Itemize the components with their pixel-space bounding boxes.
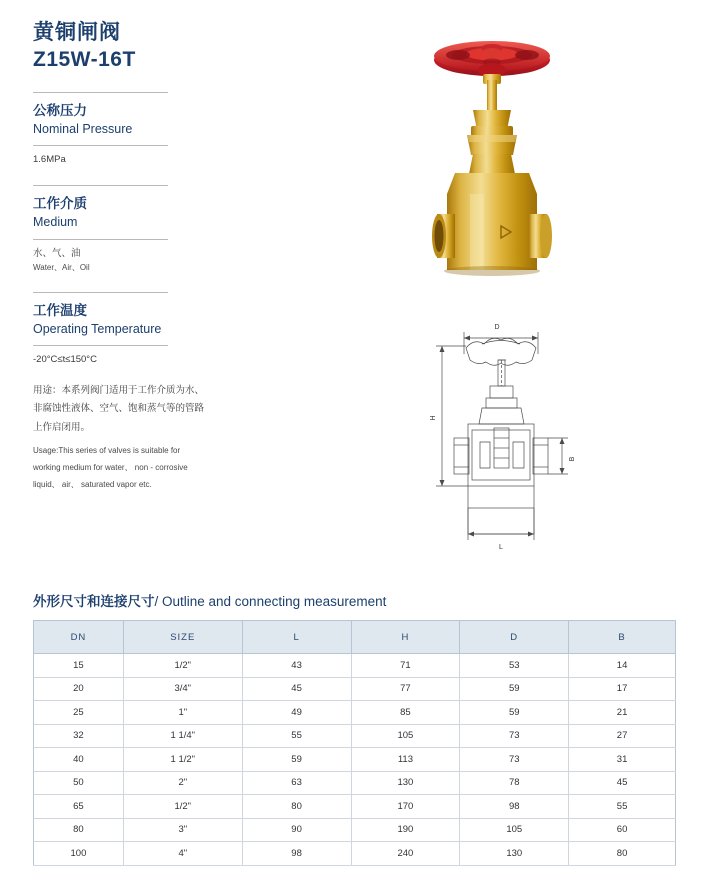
- cell-b: 14: [569, 654, 676, 678]
- spec-value: 1.6MPa: [33, 153, 66, 165]
- cell-dn: 20: [34, 677, 124, 701]
- valve-neck: [469, 154, 515, 174]
- cell-l: 45: [242, 677, 351, 701]
- column-header-d: D: [460, 621, 569, 654]
- cell-b: 60: [569, 818, 676, 842]
- column-header-size: SIZE: [123, 621, 242, 654]
- table-row: [34, 771, 676, 795]
- cell-size: 3/4": [123, 677, 242, 701]
- column-header-b: B: [569, 621, 676, 654]
- cell-b: 31: [569, 748, 676, 772]
- cell-b: 21: [569, 701, 676, 725]
- table-row: [34, 724, 676, 748]
- spec-label-cn: 工作介质: [33, 196, 87, 212]
- valve-dimension-drawing: [420, 312, 585, 562]
- spec-medium: [33, 185, 208, 274]
- cell-dn: 25: [34, 701, 124, 725]
- cell-l: 43: [242, 654, 351, 678]
- cell-l: 59: [242, 748, 351, 772]
- cell-d: 98: [460, 795, 569, 819]
- cell-d: 105: [460, 818, 569, 842]
- cell-h: 105: [351, 724, 460, 748]
- usage-line-cn: 上作启闭用。: [33, 421, 91, 433]
- divider: [33, 292, 168, 293]
- column-header-h: H: [351, 621, 460, 654]
- dimension-label-l: L: [499, 544, 503, 551]
- table-row: [34, 748, 676, 772]
- divider: [33, 92, 168, 93]
- usage-text-en: [33, 443, 213, 493]
- cell-b: 45: [569, 771, 676, 795]
- dimension-label-h: H: [430, 415, 437, 421]
- page-title: [33, 20, 208, 74]
- cell-size: 2": [123, 771, 242, 795]
- cell-l: 98: [242, 842, 351, 866]
- cell-l: 90: [242, 818, 351, 842]
- cell-size: 1/2": [123, 795, 242, 819]
- table-header-row: [34, 621, 676, 654]
- spec-nominal-pressure: [33, 92, 208, 168]
- spec-label-en: Nominal Pressure: [33, 121, 133, 136]
- cell-h: 77: [351, 677, 460, 701]
- table-row: [34, 677, 676, 701]
- cell-dn: 100: [34, 842, 124, 866]
- cell-d: 53: [460, 654, 569, 678]
- spec-value: -20°C≤t≤150°C: [33, 354, 97, 366]
- cell-l: 55: [242, 724, 351, 748]
- cell-size: 1": [123, 701, 242, 725]
- column-header-l: L: [242, 621, 351, 654]
- table-row: [34, 654, 676, 678]
- cell-h: 113: [351, 748, 460, 772]
- cell-size: 1 1/2": [123, 748, 242, 772]
- cell-l: 63: [242, 771, 351, 795]
- cell-h: 130: [351, 771, 460, 795]
- usage-line-cn: 用途：本系列阀门适用于工作介质为水、: [33, 384, 205, 396]
- cell-d: 59: [460, 677, 569, 701]
- divider: [33, 239, 168, 240]
- usage-description: [33, 382, 213, 494]
- product-photo: [415, 18, 570, 303]
- cell-l: 49: [242, 701, 351, 725]
- spec-label-en: Operating Temperature: [33, 322, 162, 337]
- dimensions-table: [33, 620, 676, 866]
- cell-dn: 80: [34, 818, 124, 842]
- dimension-label-d: D: [494, 324, 500, 331]
- usage-line-en: Usage:This series of valves is suitable for: [33, 446, 181, 456]
- cell-h: 85: [351, 701, 460, 725]
- cell-d: 73: [460, 724, 569, 748]
- product-title-cn: 黄铜闸阀: [33, 21, 121, 44]
- cell-size: 3": [123, 818, 242, 842]
- spec-value: [33, 247, 208, 274]
- usage-text-cn: [33, 382, 213, 438]
- cell-d: 78: [460, 771, 569, 795]
- valve-stem: [487, 80, 497, 110]
- table-row: [34, 818, 676, 842]
- cell-h: 170: [351, 795, 460, 819]
- spec-value-cn: 水、气、油: [33, 247, 81, 259]
- cell-dn: 15: [34, 654, 124, 678]
- usage-line-en: working medium for water、 non - corrosive: [33, 463, 188, 472]
- cell-dn: 65: [34, 795, 124, 819]
- usage-line-en: liquid、 air、 saturated vapor etc.: [33, 479, 152, 489]
- cell-b: 80: [569, 842, 676, 866]
- cell-b: 55: [569, 795, 676, 819]
- spec-value-en: Water、Air、Oil: [33, 262, 90, 272]
- cell-size: 1/2": [123, 654, 242, 678]
- table-row: [34, 842, 676, 866]
- cell-dn: 40: [34, 748, 124, 772]
- spec-label-en: Medium: [33, 215, 78, 230]
- cell-h: 71: [351, 654, 460, 678]
- product-model: Z15W-16T: [33, 48, 136, 72]
- spec-label-cn: 工作温度: [33, 302, 87, 318]
- cell-h: 240: [351, 842, 460, 866]
- cell-d: 130: [460, 842, 569, 866]
- cell-l: 80: [242, 795, 351, 819]
- cell-b: 17: [569, 677, 676, 701]
- table-row: [34, 795, 676, 819]
- divider: [33, 345, 168, 346]
- table-row: [34, 701, 676, 725]
- cell-d: 73: [460, 748, 569, 772]
- cell-size: 1 1/4": [123, 724, 242, 748]
- technical-drawing: [420, 312, 585, 562]
- dimension-label-b: B: [569, 456, 576, 462]
- table-heading-en: / Outline and connecting measurement: [154, 594, 387, 609]
- divider: [33, 185, 168, 186]
- gate-valve-illustration: [415, 18, 570, 303]
- cell-d: 59: [460, 701, 569, 725]
- divider: [33, 145, 168, 146]
- column-header-dn: DN: [34, 621, 124, 654]
- table-section-heading: [33, 590, 386, 610]
- cell-size: 4": [123, 842, 242, 866]
- cell-dn: 50: [34, 771, 124, 795]
- spec-operating-temperature: [33, 292, 208, 368]
- spec-label-cn: 公称压力: [33, 102, 87, 118]
- handwheel-icon: [434, 41, 550, 77]
- usage-line-cn: 非腐蚀性液体、空气、饱和蒸气等的管路: [33, 403, 205, 415]
- cell-h: 190: [351, 818, 460, 842]
- product-info-column: [33, 20, 208, 494]
- cell-dn: 32: [34, 724, 124, 748]
- cell-b: 27: [569, 724, 676, 748]
- table-heading-cn: 外形尺寸和连接尺寸: [33, 594, 155, 609]
